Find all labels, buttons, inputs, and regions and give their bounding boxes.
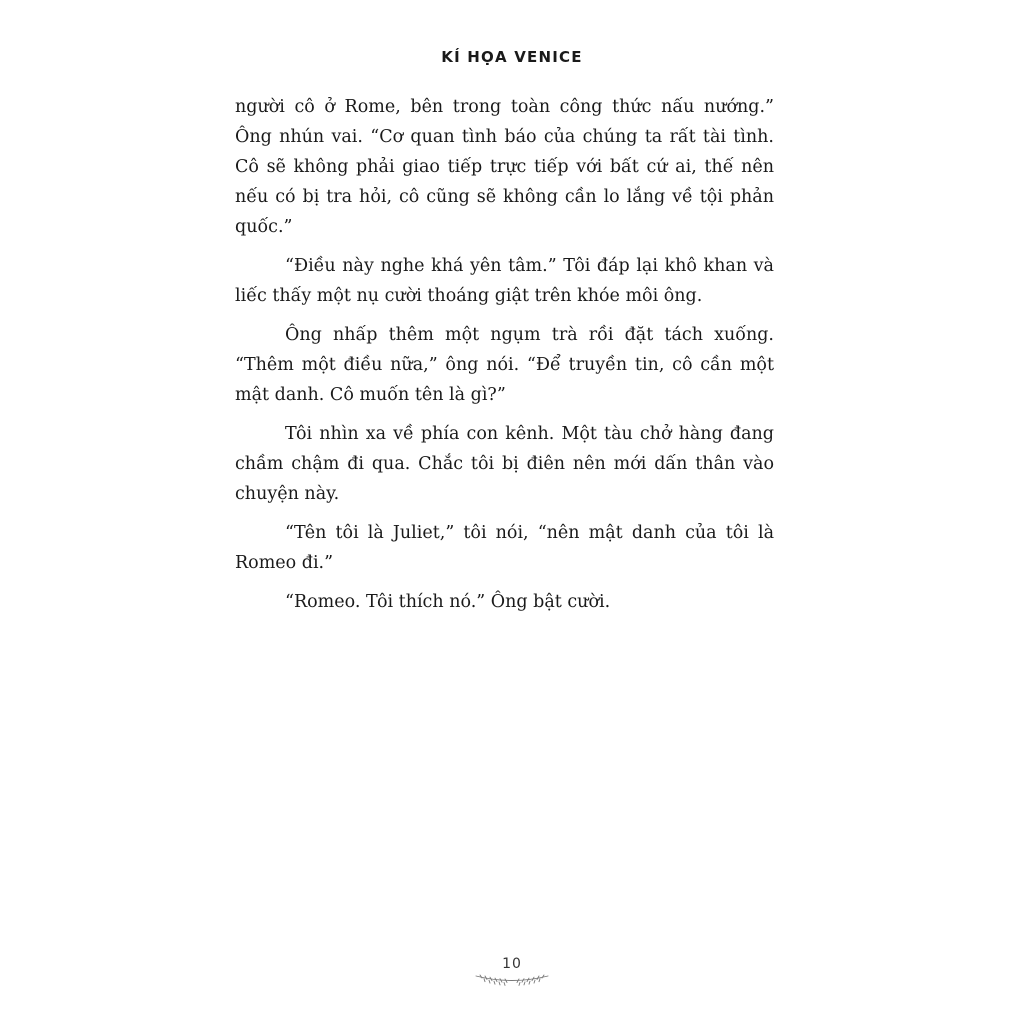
paragraph: “Romeo. Tôi thích nó.” Ông bật cười.: [285, 592, 611, 612]
paragraph: người cô ở Rome, bên trong toàn công thức nấu nướng.” Ông nhún vai. “Cơ quan tình báo của chúng ta rất tài tình. Cô sẽ không phải giao tiếp trực tiếp với bất cứ ai, thế nên nếu có bị tra hỏi, cô cũng sẽ không cần lo lắng về tội phản quốc.”: [235, 97, 774, 237]
body-text: [235, 92, 774, 626]
paragraph: Tôi nhìn xa về phía con kênh. Một tàu chở hàng đang chầm chậm đi qua. Chắc tôi bị điên nên mới dấn thân vào chuyện này.: [235, 424, 774, 504]
running-title: KÍ HỌA VENICE: [441, 48, 583, 66]
page-number: 10: [502, 956, 522, 972]
laurel-ornament-icon: [472, 972, 552, 986]
paragraph: Ông nhấp thêm một ngụm trà rồi đặt tách xuống. “Thêm một điều nữa,” ông nói. “Để truyền tin, cô cần một mật danh. Cô muốn tên là gì?”: [235, 325, 774, 405]
paragraph: “Điều này nghe khá yên tâm.” Tôi đáp lại khô khan và liếc thấy một nụ cười thoáng giật trên khóe môi ông.: [235, 256, 774, 306]
paragraph: “Tên tôi là Juliet,” tôi nói, “nên mật danh của tôi là Romeo đi.”: [235, 523, 774, 573]
